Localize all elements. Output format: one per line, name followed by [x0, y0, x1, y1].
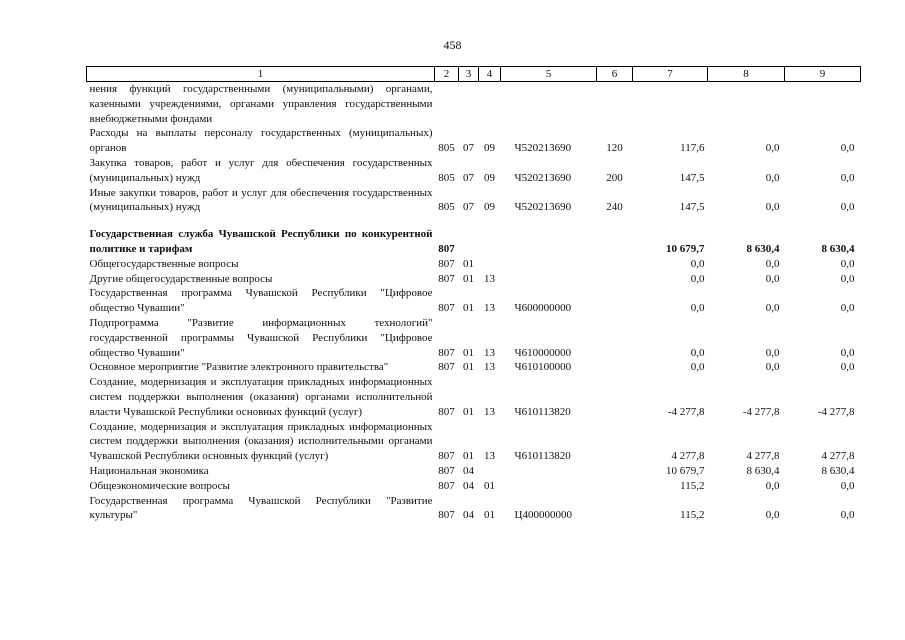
row-value-col8	[708, 82, 785, 127]
row-pr: 13	[484, 272, 495, 285]
row-pr: 13	[484, 405, 495, 418]
row-value-col8: 0,0	[765, 346, 780, 359]
row-value-col9: 0,0	[840, 142, 855, 155]
row-value-col8: 0,0	[765, 361, 780, 374]
page-number: 458	[443, 38, 462, 52]
row-value-col8: 4 277,8	[746, 450, 780, 463]
row-value-col8: 0,0	[765, 272, 780, 285]
header-col-3: 3	[459, 67, 479, 82]
header-col-8: 8	[708, 67, 785, 82]
row-vr	[597, 257, 633, 272]
row-csr: Ч520213690	[514, 201, 572, 214]
row-name: Общегосударственные вопросы	[89, 257, 239, 270]
row-csr: Ч610000000	[514, 346, 572, 359]
row-gr	[435, 82, 459, 127]
row-rz: 01	[463, 405, 474, 418]
table-row	[87, 82, 861, 127]
row-pr: 13	[484, 450, 495, 463]
header-col-2: 2	[435, 67, 459, 82]
row-gr: 807	[438, 509, 455, 522]
row-value-col7: -4 277,8	[667, 405, 705, 418]
row-value-col9: 0,0	[840, 361, 855, 374]
row-pr	[479, 227, 501, 257]
row-pr: 13	[484, 361, 495, 374]
row-vr	[597, 420, 633, 464]
row-value-col8: 0,0	[765, 201, 780, 214]
budget-table	[86, 66, 861, 523]
row-rz: 04	[463, 479, 474, 492]
row-pr: 01	[484, 479, 495, 492]
table-row	[87, 156, 861, 186]
row-rz: 01	[463, 450, 474, 463]
header-col-6: 6	[597, 67, 633, 82]
row-vr: 120	[606, 142, 623, 155]
row-rz: 04	[463, 464, 474, 477]
row-gr: 805	[438, 142, 455, 155]
row-value-col7: 10 679,7	[666, 242, 705, 255]
row-vr: 200	[606, 171, 623, 184]
row-value-col7: 147,5	[679, 201, 705, 214]
row-value-col8: 8 630,4	[746, 464, 780, 477]
row-rz	[459, 227, 479, 257]
row-csr	[501, 227, 597, 257]
row-name: Создание, модернизация и эксплуатация прикладных информационных систем поддержки выполнения (оказания) органами исполнительной власти Чувашской Республики основных функций (услуг)	[89, 376, 433, 418]
row-gr: 807	[438, 450, 455, 463]
row-value-col9: 4 277,8	[821, 450, 855, 463]
table-row	[87, 257, 861, 272]
row-pr	[479, 464, 501, 479]
row-value-col7: 115,2	[680, 509, 705, 522]
row-rz: 01	[463, 361, 474, 374]
row-value-col9: -4 277,8	[817, 405, 855, 418]
table-body	[87, 82, 861, 524]
row-csr: Ц400000000	[514, 509, 572, 522]
row-value-col8: 0,0	[765, 509, 780, 522]
row-csr	[501, 82, 597, 127]
row-vr	[597, 464, 633, 479]
table-row	[87, 126, 861, 156]
row-value-col9	[785, 82, 861, 127]
row-value-col7: 0,0	[690, 257, 705, 270]
table-row	[87, 360, 861, 375]
table-row	[87, 420, 861, 464]
row-name: Основное мероприятие "Развитие электронного правительства"	[89, 361, 389, 374]
row-rz	[459, 82, 479, 127]
row-vr	[597, 227, 633, 257]
row-csr	[501, 464, 597, 479]
row-rz: 01	[463, 257, 474, 270]
row-pr: 13	[484, 302, 495, 315]
row-value-col9: 0,0	[840, 509, 855, 522]
row-csr	[501, 479, 597, 494]
row-value-col8: -4 277,8	[742, 405, 780, 418]
row-value-col7: 117,6	[680, 142, 705, 155]
row-name: Закупка товаров, работ и услуг для обеспечения государственных (муниципальных) нужд	[89, 156, 433, 184]
row-value-col7: 4 277,8	[671, 450, 705, 463]
table-row	[87, 286, 861, 316]
row-vr	[597, 494, 633, 524]
row-name: Расходы на выплаты персоналу государственных (муниципальных) органов	[89, 127, 433, 155]
row-gr: 807	[438, 361, 455, 374]
row-name: Создание, модернизация и эксплуатация прикладных информационных систем поддержки выполнения (оказания) исполнительными органами Чувашской Республики основных функций (услуг)	[89, 420, 433, 463]
row-value-col8: 0,0	[765, 257, 780, 270]
row-csr: Ч610113820	[514, 405, 571, 418]
row-value-col8: 8 630,4	[746, 242, 780, 255]
table-header-row	[87, 67, 861, 82]
row-gr: 807	[438, 302, 455, 315]
row-value-col7: 0,0	[690, 272, 705, 285]
row-pr: 09	[484, 142, 495, 155]
header-col-5: 5	[501, 67, 597, 82]
row-vr	[597, 316, 633, 360]
row-value-col7: 0,0	[690, 346, 705, 359]
row-pr	[479, 82, 501, 127]
header-col-9: 9	[785, 67, 861, 82]
table-row	[87, 479, 861, 494]
row-vr	[597, 360, 633, 375]
row-value-col7: 10 679,7	[666, 464, 705, 477]
row-value-col8: 0,0	[765, 479, 780, 492]
row-gr: 805	[438, 201, 455, 214]
row-rz: 04	[463, 509, 474, 522]
row-rz: 07	[463, 171, 474, 184]
row-csr	[501, 257, 597, 272]
row-vr	[597, 479, 633, 494]
row-value-col8: 0,0	[765, 302, 780, 315]
row-value-col9: 0,0	[840, 171, 855, 184]
row-name: Иные закупки товаров, работ и услуг для обеспечения государственных (муниципальных) нужд	[89, 186, 433, 214]
row-name: Другие общегосударственные вопросы	[89, 272, 273, 285]
row-gr: 807	[438, 272, 455, 285]
row-vr	[597, 82, 633, 127]
row-csr: Ч610100000	[514, 361, 572, 374]
row-name: Национальная экономика	[89, 464, 209, 477]
row-vr	[597, 286, 633, 316]
row-value-col7: 147,5	[679, 171, 705, 184]
row-name: Государственная программа Чувашской Республики "Цифровое общество Чувашии"	[89, 287, 433, 315]
table-row	[87, 494, 861, 524]
row-pr	[479, 257, 501, 272]
row-rz: 07	[463, 142, 474, 155]
row-value-col9: 0,0	[840, 272, 855, 285]
row-name: Подпрограмма "Развитие информационных технологий" государственной программы Чувашской Республики "Цифровое общество Чувашии"	[89, 316, 433, 359]
row-pr: 09	[484, 171, 495, 184]
row-value-col8: 0,0	[765, 142, 780, 155]
row-gr: 807	[438, 479, 455, 492]
row-pr: 13	[484, 346, 495, 359]
table-row	[87, 316, 861, 360]
row-gr: 805	[438, 171, 455, 184]
table-spacer-row	[87, 215, 861, 227]
header-col-1: 1	[87, 67, 435, 82]
table-row	[87, 272, 861, 287]
row-value-col8: 0,0	[765, 171, 780, 184]
row-csr: Ч520213690	[514, 142, 572, 155]
row-value-col9: 8 630,4	[821, 242, 855, 255]
row-pr: 09	[484, 201, 495, 214]
row-csr: Ч600000000	[514, 302, 572, 315]
row-value-col9: 0,0	[840, 302, 855, 315]
row-value-col9: 8 630,4	[821, 464, 855, 477]
row-value-col9: 0,0	[840, 346, 855, 359]
row-value-col7: 0,0	[690, 302, 705, 315]
table-row	[87, 375, 861, 419]
row-rz: 01	[463, 272, 474, 285]
table-row	[87, 227, 861, 257]
row-rz: 01	[463, 302, 474, 315]
row-name: Государственная программа Чувашской Республики "Развитие культуры"	[89, 494, 433, 522]
row-name: нения функций государственными (муниципальными) органами, казенными учреждениями, органами управления государственными внебюджетными фондами	[89, 83, 433, 125]
row-value-col7: 0,0	[690, 361, 705, 374]
row-rz: 07	[463, 201, 474, 214]
spacer-cell	[87, 215, 861, 227]
row-value-col9: 0,0	[840, 201, 855, 214]
row-value-col9: 0,0	[840, 257, 855, 270]
row-rz: 01	[463, 346, 474, 359]
header-col-7: 7	[633, 67, 708, 82]
row-gr: 807	[438, 257, 455, 270]
row-gr: 807	[438, 405, 455, 418]
row-value-col7	[633, 82, 708, 127]
table-row	[87, 186, 861, 216]
row-gr: 807	[438, 464, 455, 477]
table-row	[87, 464, 861, 479]
row-value-col7: 115,2	[680, 479, 705, 492]
row-value-col9: 0,0	[840, 479, 855, 492]
row-pr: 01	[484, 509, 495, 522]
row-csr: Ч520213690	[514, 171, 572, 184]
row-csr: Ч610113820	[514, 450, 571, 463]
row-gr: 807	[438, 346, 455, 359]
row-vr	[597, 272, 633, 287]
row-gr: 807	[438, 242, 455, 255]
row-vr: 240	[606, 201, 623, 214]
row-vr	[597, 375, 633, 419]
row-name: Общеэкономические вопросы	[89, 479, 230, 492]
row-name: Государственная служба Чувашской Республики по конкурентной политике и тарифам	[89, 228, 433, 255]
row-csr	[501, 272, 597, 287]
header-col-4: 4	[479, 67, 501, 82]
